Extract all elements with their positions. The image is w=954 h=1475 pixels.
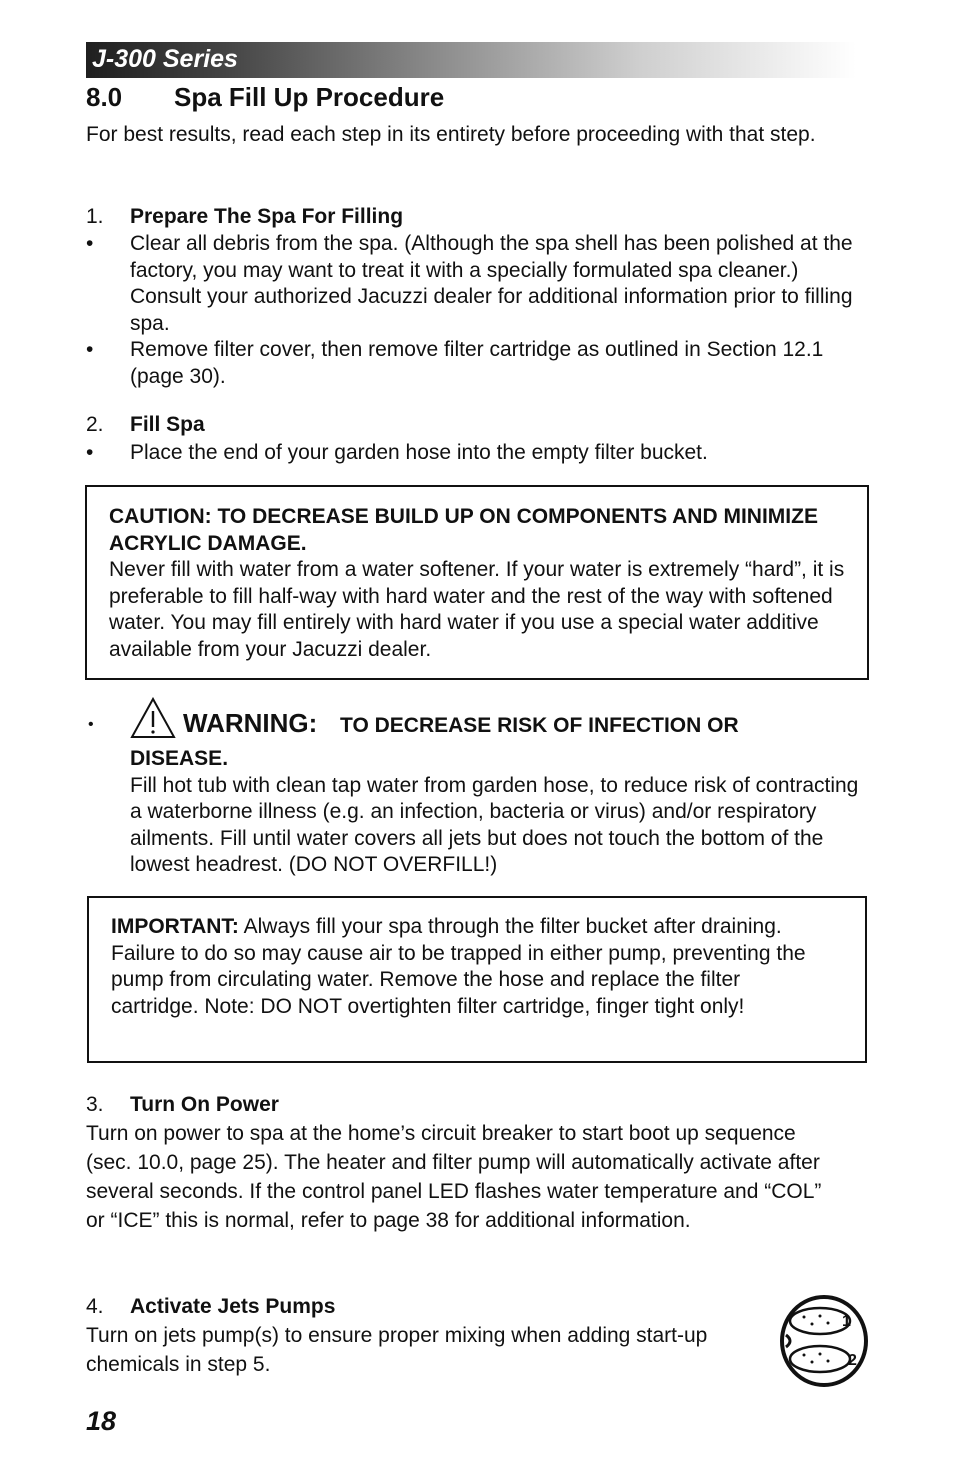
step-title: Turn On Power (130, 1093, 279, 1116)
step-title: Fill Spa (130, 413, 205, 436)
intro-paragraph: For best results, read each step in its entirety before proceeding with that step. (86, 123, 816, 146)
series-title: J-300 Series (92, 45, 238, 73)
bullet-text: Clear all debris from the spa. (Although the spa shell has been polished at the factory, you may want to treat it with a specially formulated spa cleaner.) Consult your authorized Jacuzzi dealer for additional information prior to filling spa. (130, 232, 853, 335)
important-box (87, 896, 867, 1063)
step-title: Activate Jets Pumps (130, 1295, 336, 1318)
bullet-icon: • (86, 441, 94, 464)
bullet-text: Remove filter cover, then remove filter cartridge as outlined in Section 12.1 (page 30). (130, 338, 824, 388)
list-item (86, 231, 865, 337)
important-label: IMPORTANT: (111, 915, 239, 938)
bullet-icon: • (88, 716, 94, 733)
bullet-icon: • (86, 338, 94, 361)
bullet-icon: • (86, 232, 94, 255)
caution-body: Never fill with water from a water softener. If your water is extremely “hard”, it is preferable to fill half-way with hard water and the rest of the way with softened water. You may fill entirely with hard water if you use a special water additive available from your Jacuzzi dealer. (109, 558, 845, 661)
step-1-heading (86, 203, 403, 230)
page-number: 18 (86, 1406, 117, 1436)
jets-pump-icon (780, 1295, 868, 1387)
step-3-body: Turn on power to spa at the home’s circuit breaker to start boot up sequence (sec. 10.0, page 25). The heater and filter pump will automatically activate after several seconds. If the control panel LED flashes water temperature and “COL” or “ICE” this is normal, refer to page 38 for additional information. (86, 1122, 822, 1232)
warning-heading: TO DECREASE RISK OF INFECTION OR (340, 714, 739, 737)
bullet-text: Place the end of your garden hose into the empty filter bucket. (130, 441, 708, 464)
step-4-heading (86, 1293, 335, 1320)
step-title: Prepare The Spa For Filling (130, 205, 404, 228)
caution-heading: CAUTION: TO DECREASE BUILD UP ON COMPONENTS AND MINIMIZE ACRYLIC DAMAGE. (109, 505, 818, 555)
list-item (86, 337, 830, 390)
warning-body: Fill hot tub with clean tap water from garden hose, to reduce risk of contracting a waterborne illness (e.g. an infection, bacteria or virus) and/or respiratory ailments. Fill until water covers all jets but does not touch the bottom of the lowest headrest. (DO NOT OVERFILL!) (130, 773, 859, 876)
warning-content (130, 746, 870, 879)
warning-heading-cont: DISEASE. (130, 747, 229, 770)
step-4-body: Turn on jets pump(s) to ensure proper mixing when adding start-up chemicals in step 5. (86, 1324, 708, 1376)
caution-box (85, 485, 869, 680)
warning-label: WARNING: (183, 708, 318, 738)
important-body: Always fill your spa through the filter bucket after draining. Failure to do so may cause air to be trapped in either pump, preventing the pump from circulating water. Remove the hose and replace the filter cartridge. Note: DO NOT overtighten filter cartridge, finger tight only! (111, 915, 806, 1018)
list-item (86, 440, 865, 467)
jets-label-1: 1 (842, 1313, 851, 1330)
step-3-heading (86, 1091, 279, 1118)
warning-triangle-icon (130, 697, 176, 739)
section-title (86, 82, 444, 113)
step-2-heading (86, 411, 205, 438)
step-number: 1. (86, 205, 104, 228)
step-number: 4. (86, 1295, 104, 1318)
step-number: 3. (86, 1093, 104, 1116)
section-number: 8.0 (86, 82, 123, 112)
jets-label-2: 2 (848, 1352, 857, 1369)
step-number: 2. (86, 413, 104, 436)
section-heading: Spa Fill Up Procedure (174, 82, 445, 112)
